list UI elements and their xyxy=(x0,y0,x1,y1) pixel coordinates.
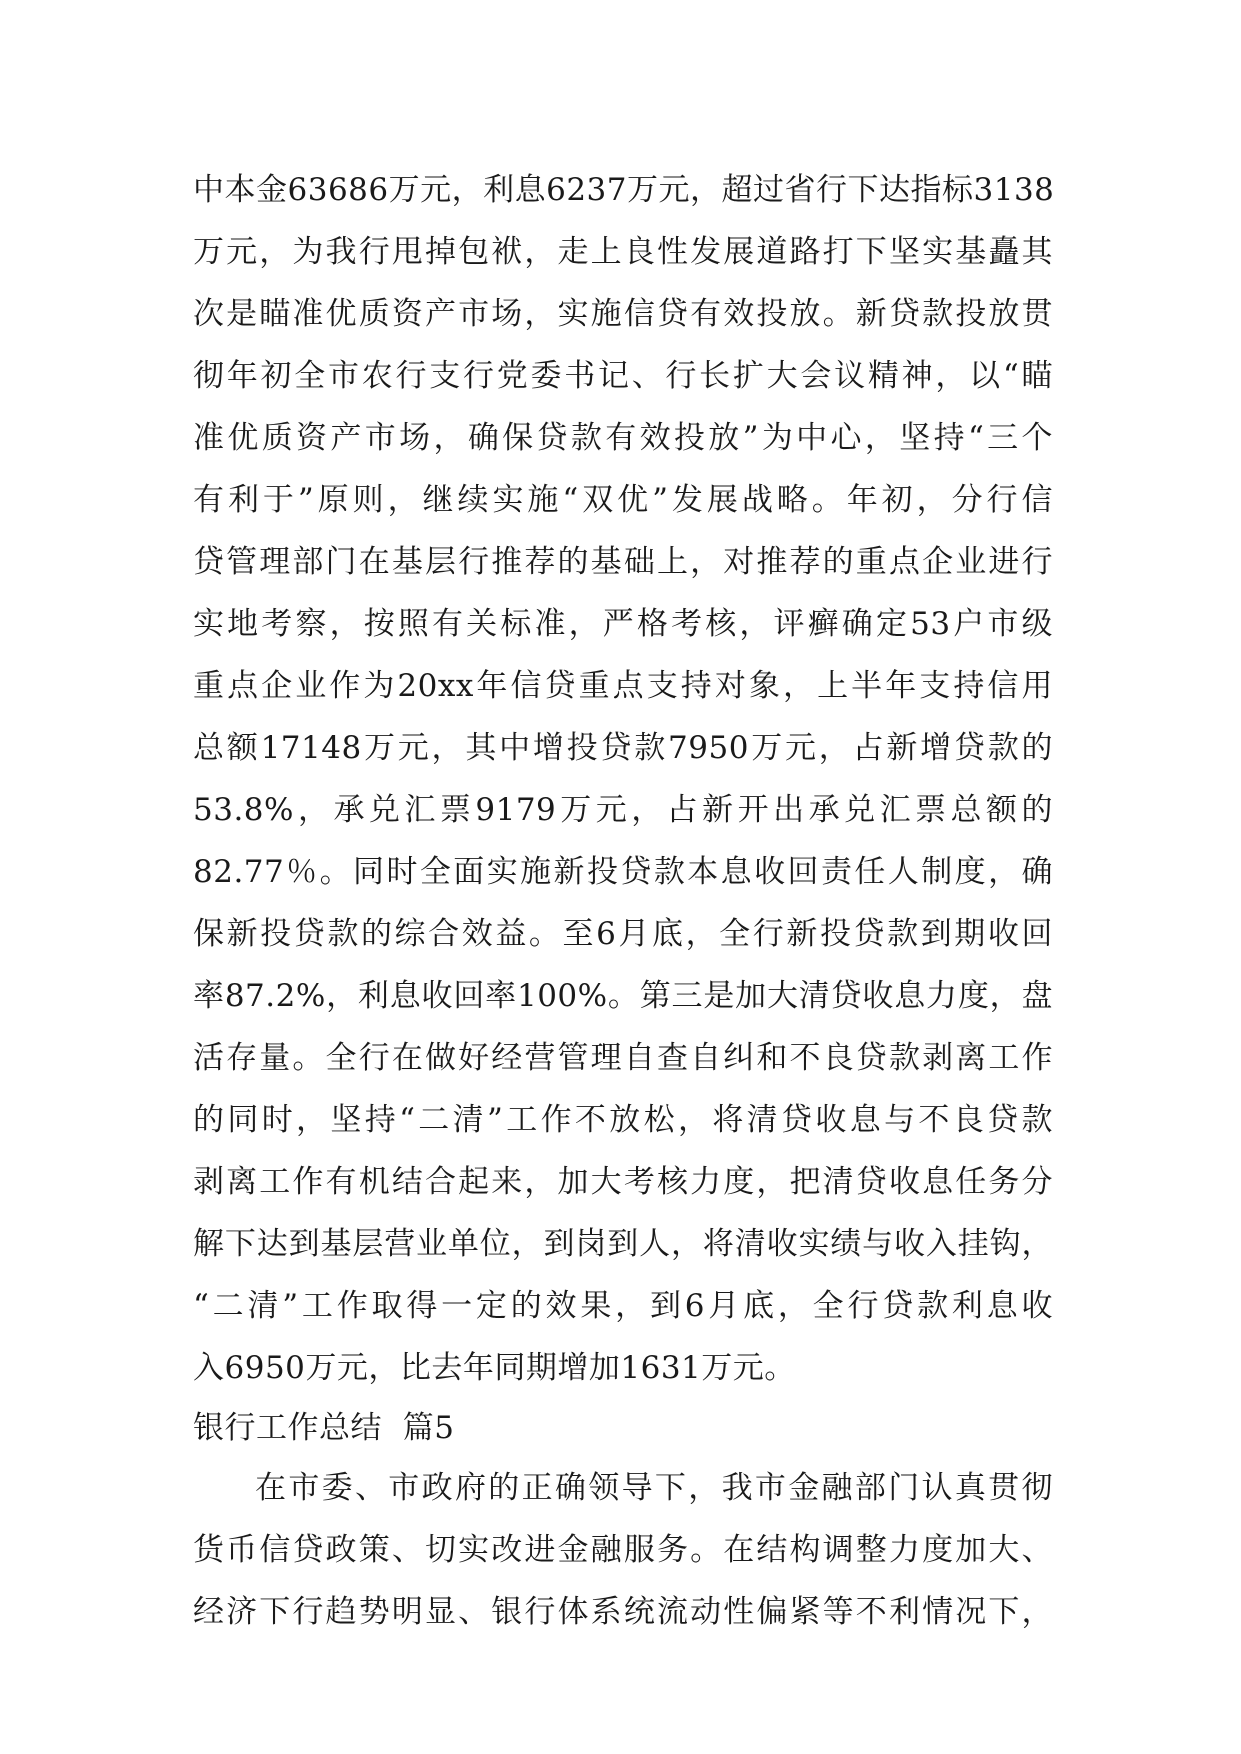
paragraph-continuation xyxy=(193,159,1053,1399)
text-line: 解下达到基层营业单位，到岗到人，将清收实绩与收入挂钩， xyxy=(193,1226,1053,1262)
document-body xyxy=(193,159,1053,1643)
text-line: 彻年初全市农行支行党委书记、行长扩大会议精神，以“瞄 xyxy=(193,358,1053,394)
text-line: 贷管理部门在基层行推荐的基础上，对推荐的重点企业进行 xyxy=(193,544,1053,580)
text-line: 货币信贷政策、切实改进金融服务。在结构调整力度加大、 xyxy=(193,1532,1053,1568)
paragraph-new-section xyxy=(193,1457,1053,1643)
text-line: 活存量。全行在做好经营管理自查自纠和不良贷款剥离工作 xyxy=(193,1040,1053,1076)
text-line: 的同时，坚持“二清”工作不放松，将清贷收息与不良贷款 xyxy=(193,1102,1053,1138)
text-line: 次是瞄准优质资产市场，实施信贷有效投放。新贷款投放贯 xyxy=(193,296,1053,332)
text-line: 剥离工作有机结合起来，加大考核力度，把清贷收息任务分 xyxy=(193,1164,1053,1200)
text-line: 在市委、市政府的正确领导下，我市金融部门认真贯彻 xyxy=(255,1470,1053,1506)
text-line: 53.8%，承兑汇票9179万元，占新开出承兑汇票总额的 xyxy=(193,792,1053,828)
text-line: 中本金63686万元，利息6237万元，超过省行下达指标3138 xyxy=(193,172,1055,208)
text-line: 准优质资产市场，确保贷款有效投放”为中心，坚持“三个 xyxy=(193,420,1053,456)
text-line: 万元，为我行甩掉包袱，走上良性发展道路打下坚实基矗其 xyxy=(193,234,1053,270)
text-line: 经济下行趋势明显、银行体系统流动性偏紧等不利情况下， xyxy=(193,1594,1053,1630)
text-line: 82.77％。同时全面实施新投贷款本息收回责任人制度，确 xyxy=(193,854,1053,890)
text-line: 有利于”原则，继续实施“双优”发展战略。年初，分行信 xyxy=(193,482,1053,518)
text-line: 总额17148万元，其中增投贷款7950万元，占新增贷款的 xyxy=(193,730,1053,766)
text-line: 实地考察，按照有关标准，严格考核，评癣确定53户市级 xyxy=(193,606,1053,642)
text-line: “二清”工作取得一定的效果，到6月底，全行贷款利息收 xyxy=(193,1288,1053,1324)
text-line: 入6950万元，比去年同期增加1631万元。 xyxy=(193,1350,796,1386)
section-heading: 银行工作总结 篇5 xyxy=(193,1410,455,1446)
text-line: 率87.2%，利息收回率100%。第三是加大清贷收息力度，盘 xyxy=(193,978,1053,1014)
text-line: 保新投贷款的综合效益。至6月底，全行新投贷款到期收回 xyxy=(193,916,1053,952)
text-line: 重点企业作为20xx年信贷重点支持对象，上半年支持信用 xyxy=(193,668,1053,704)
